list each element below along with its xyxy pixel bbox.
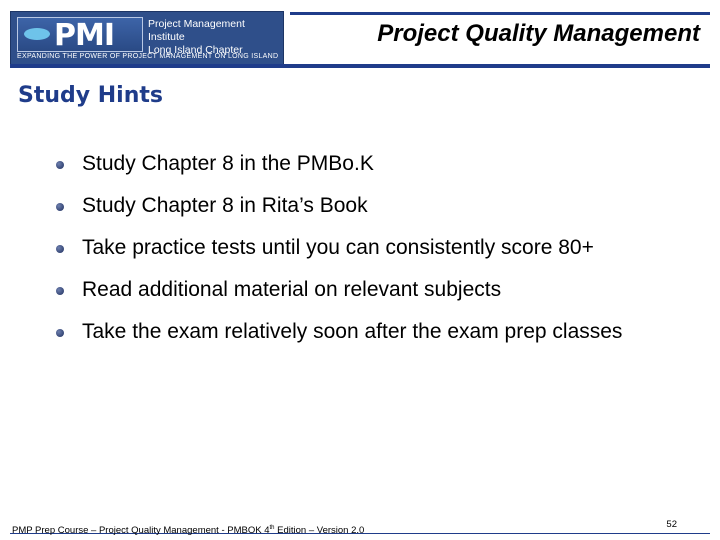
bullet-item bbox=[56, 234, 666, 262]
bullet-item bbox=[56, 276, 666, 304]
bullet-icon bbox=[56, 287, 64, 295]
pmi-chapter-logo bbox=[10, 11, 284, 65]
logo-tagline: EXPANDING THE POWER OF PROJECT MANAGEMENT ON LONG ISLAND bbox=[17, 53, 279, 60]
section-title: Study Hints bbox=[18, 83, 163, 108]
bullet-icon bbox=[56, 203, 64, 211]
logo-org-line1: Project Management Institute bbox=[148, 18, 245, 43]
bullet-item bbox=[56, 318, 666, 346]
title-top-rule bbox=[290, 12, 710, 15]
bullet-icon bbox=[56, 245, 64, 253]
footer-text-tail: Edition – Version 2.0 bbox=[274, 525, 365, 536]
bullet-list bbox=[56, 150, 666, 360]
bullet-text: Read additional material on relevant subjects bbox=[82, 278, 502, 301]
header-divider bbox=[10, 64, 710, 68]
logo-org-name bbox=[148, 18, 278, 57]
bullet-icon bbox=[56, 161, 64, 169]
bullet-icon bbox=[56, 329, 64, 337]
bullet-text: Study Chapter 8 in the PMBo.K bbox=[82, 152, 374, 175]
bullet-text: Study Chapter 8 in Rita’s Book bbox=[82, 194, 368, 217]
pmi-logo-mark bbox=[17, 17, 143, 52]
logo-letters: PMI bbox=[54, 18, 115, 53]
bullet-text: Take practice tests until you can consistently score 80+ bbox=[82, 236, 594, 259]
slide-title: Project Quality Management bbox=[377, 20, 700, 47]
footer-text bbox=[12, 525, 364, 536]
bullet-item bbox=[56, 192, 666, 220]
globe-swirl-icon bbox=[24, 28, 50, 40]
bullet-item bbox=[56, 150, 666, 178]
logo-org-line2: Long Island Chapter bbox=[148, 44, 243, 56]
footer-superscript: th bbox=[269, 524, 275, 531]
bullet-text: Take the exam relatively soon after the exam prep classes bbox=[82, 320, 623, 343]
footer-text-main: PMP Prep Course – Project Quality Management - PMBOK 4 bbox=[12, 525, 270, 536]
page-number: 52 bbox=[666, 519, 677, 530]
